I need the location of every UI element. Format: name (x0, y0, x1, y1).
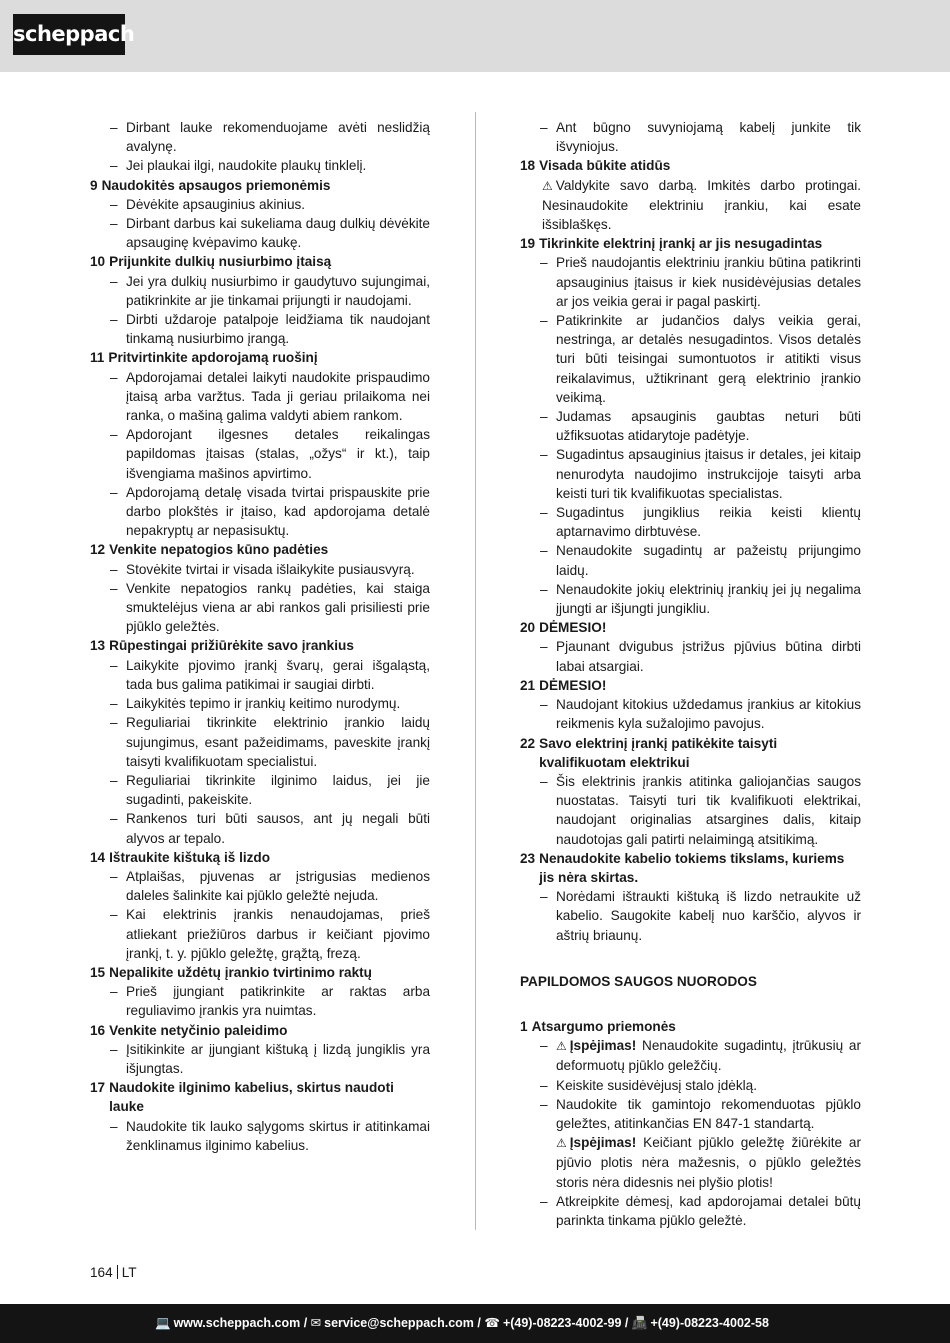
left-column (90, 118, 430, 1155)
item-text: Sugadintus jungiklius reikia keisti klientų aptarnavimo dirbtuvėse. (556, 505, 861, 540)
dash-bullet: – (540, 120, 548, 135)
item-text: Atplaišas, pjuvenas ar įstrigusias medienos daleles šalinkite kai pjūklo geležtė nejuda. (126, 868, 430, 904)
item-text: Judamas apsauginis gaubtas neturi būti užfiksuotas atidarytoje padėtyje. (556, 409, 861, 444)
list-item (520, 1036, 861, 1075)
dash-bullet: – (540, 409, 548, 425)
dash-bullet: – (110, 772, 118, 788)
section-number: 11 (90, 350, 105, 366)
page-separator (117, 1265, 118, 1279)
dash-bullet: – (540, 447, 548, 463)
item-text: Dėvėkite apsauginius akinius. (126, 196, 306, 212)
section-number: 9 (90, 177, 98, 193)
dash-bullet: – (110, 657, 118, 673)
section-heading (520, 734, 861, 772)
list-item (90, 310, 430, 348)
section-number: 22 (520, 735, 536, 751)
dash-bullet: – (110, 427, 118, 443)
list-item (90, 272, 430, 310)
section-number: 23 (520, 850, 536, 866)
section-number: 21 (520, 677, 536, 693)
dash-bullet: – (110, 696, 118, 712)
right-column (520, 118, 861, 1230)
item-text: Apdorojant ilgesnes detales reikalingas papildomas įtaisas (stalas, „ožys“ ir kt.), taip išvengiama mašinos apvirtimo. (126, 427, 430, 481)
section-number: 14 (90, 849, 106, 865)
item-text: Keičiant pjūklo geležtę žiūrėkite ar pjūvio plotis nėra mažesnis, o pjūklo geležtės storis nėra didesnis nei plyšio plotis! (556, 1135, 862, 1190)
list-item (90, 713, 430, 771)
section-title: Nenaudokite kabelio tokiems tikslams, kuriems jis nėra skirtas. (539, 850, 845, 885)
list-item (520, 1095, 861, 1192)
list-item (520, 541, 861, 579)
section-number: 10 (90, 254, 106, 270)
section-number: 16 (90, 1022, 106, 1038)
dash-bullet: – (110, 811, 118, 827)
dash-bullet: – (540, 1193, 548, 1209)
item-text: Apdorojamą detalę visada tvirtai prispauskite prie darbo plokštės ir įtaiso, kad apdorojama detalė nepakryptų ar nepasisuktų. (126, 484, 430, 539)
dash-bullet: – (540, 313, 548, 329)
section-title: Prijunkite dulkių nusiurbimo įtaisą (109, 254, 332, 270)
section-number: 1 (520, 1018, 528, 1034)
dash-bullet: – (540, 255, 548, 271)
item-text: Įsitikinkite ar įjungiant kištuką į lizdą jungiklis yra išjungtas. (126, 1041, 430, 1076)
list-item (520, 887, 861, 945)
phone-icon: ☎ (484, 1316, 500, 1330)
list-item (90, 483, 430, 541)
list-item (90, 118, 430, 156)
column-divider (475, 112, 476, 1230)
section-heading (90, 963, 430, 982)
left-sections (90, 176, 430, 1155)
section-heading (520, 676, 861, 695)
item-text: Keiskite susidėvėjusį stalo įdėklą. (556, 1077, 757, 1093)
section-heading (520, 234, 861, 253)
section-number: 15 (90, 964, 106, 980)
dash-bullet: – (540, 1096, 548, 1112)
list-item (90, 195, 430, 214)
section-title: Pritvirtinkite apdorojamą ruošinį (108, 350, 318, 366)
item-text: Venkite nepatogios rankų padėties, kai staiga smuktelėjus viena ar abi rankos gali prisiliesti prie pjūklo geležtės. (126, 580, 430, 635)
item-text: Reguliariai tikrinkite elektrinio įrankio laidų sujungimus, esant pažeidimams, paveskite įrankį taisyti kvalifikuotam specialistui. (126, 715, 430, 769)
section-title: Naudokitės apsaugos priemonėmis (101, 177, 331, 193)
item-text: Dirbant lauke rekomenduojame avėti neslidžią avalynę. (126, 120, 430, 155)
list-item (90, 809, 430, 847)
section-heading (520, 849, 861, 887)
section-number: 19 (520, 236, 536, 252)
item-text: Patikrinkite ar judančios dalys veikia gerai, nestringa, ar detalės nesugadintos. Visos detalės turi būti teisingai sumontuotos ir atitikti visus reikalavimus, užtikrinant gerą elektrinio įrankio veikimą. (556, 313, 861, 405)
section-heading (90, 1078, 430, 1116)
list-item (520, 695, 861, 733)
list-item (90, 905, 430, 963)
item-text: Kai elektrinis įrankis nenaudojamas, prieš atliekant priežiūros darbus ir keičiant pjovimo įrankį, t. y. pjūklo geležtę, grąžtą, frezą. (126, 907, 430, 961)
section-title: Savo elektrinį įrankį patikėkite taisyti kvalifikuotam elektrikui (539, 735, 778, 770)
list-item (90, 656, 430, 694)
list-item (520, 407, 861, 445)
page-header (0, 0, 950, 72)
item-text: Rankenos turi būti sausos, ant jų negali būti alyvos ar tepalo. (126, 811, 430, 846)
item-text: Ant būgno suvyniojamą kabelį junkite tik išvyniojus. (556, 120, 861, 155)
list-item (520, 637, 861, 675)
dash-bullet: – (540, 1038, 548, 1054)
section-heading (90, 848, 430, 867)
section-title: Venkite netyčinio paleidimo (109, 1022, 288, 1038)
item-text: Apdorojamai detalei laikyti naudokite prispaudimo įtaisą arba varžtus. Tada ji geriau prilaikoma nei ranka, o mašiną galima valdyti abiem rankom. (126, 369, 430, 424)
list-item (520, 1192, 861, 1230)
section-heading (90, 636, 430, 655)
section-title: Tikrinkite elektrinį įrankį ar jis nesugadintas (539, 236, 823, 252)
list-item (520, 580, 861, 618)
dash-bullet: – (110, 484, 118, 500)
scheppach-logo: scheppach (13, 14, 125, 55)
item-text: Nenaudokite sugadintų, įtrūkusių ar deformuotų pjūklo geležčių. (556, 1038, 861, 1074)
section-title: Rūpestingai prižiūrėkite savo įrankius (109, 638, 354, 654)
footer-phone: +(49)-08223-4002-99 / (502, 1316, 629, 1330)
section-title: Visada būkite atidūs (539, 158, 671, 174)
dash-bullet: – (540, 581, 548, 597)
section-title: DĖMESIO! (539, 677, 607, 693)
dash-bullet: – (540, 773, 548, 789)
dash-bullet: – (540, 889, 548, 905)
list-item (90, 867, 430, 905)
dash-bullet: – (110, 120, 118, 135)
item-text: Laikykitės tepimo ir įrankių keitimo nurodymų. (126, 696, 401, 712)
section-title: Ištraukite kištuką iš lizdo (109, 849, 271, 865)
page-number-value: 164 (90, 1265, 113, 1280)
item-text: Pjaunant dvigubus įstrižus pjūvius būtina dirbti labai atsargiai. (556, 639, 861, 674)
list-item (90, 982, 430, 1020)
item-text: Naudojant kitokius uždedamus įrankius ar kitokius reikmenis kyla sužalojimo pavojus. (556, 697, 861, 732)
item-text: Norėdami ištraukti kištuką iš lizdo netraukite už kabelio. Saugokite kabelį nuo karščio, alyvos ir aštrių briaunų. (556, 889, 861, 943)
section-title: DĖMESIO! (539, 620, 607, 636)
list-item (520, 503, 861, 541)
list-item (90, 579, 430, 637)
dash-bullet: – (110, 1118, 118, 1134)
section-heading (90, 1021, 430, 1040)
dash-bullet: – (110, 369, 118, 385)
list-item (520, 118, 861, 156)
dash-bullet: – (540, 639, 548, 655)
computer-icon: 💻 (155, 1316, 171, 1330)
item-text: Jei yra dulkių nusiurbimo ir gaudytuvo sujungimai, patikrinkite ar jie tinkamai prijungti ir naudojami. (126, 273, 430, 308)
page-language: LT (121, 1265, 137, 1280)
warning-icon: ⚠ (556, 1039, 567, 1054)
dash-bullet: – (110, 984, 118, 1000)
section-number: 17 (90, 1080, 106, 1096)
list-item (90, 425, 430, 483)
section-heading (520, 156, 861, 175)
section-number: 12 (90, 542, 106, 558)
list-item (90, 156, 430, 175)
item-text: Prieš įjungiant patikrinkite ar raktas arba reguliavimo įrankis yra nuimtas. (126, 984, 430, 1019)
item-text: Dirbti uždaroje patalpoje leidžiama tik naudojant tinkamą nusiurbimo įrangą. (126, 312, 430, 347)
list-item (520, 311, 861, 407)
dash-bullet: – (540, 697, 548, 713)
item-text: Jei plaukai ilgi, naudokite plaukų tinklelį. (126, 158, 367, 174)
dash-bullet: – (110, 1041, 118, 1057)
list-item (520, 1076, 861, 1095)
section-heading (90, 252, 430, 271)
dash-bullet: – (540, 543, 548, 559)
item-text: Atkreipkite dėmesį, kad apdorojamai detalei būtų parinkta tinkama pjūklo geležtė. (556, 1193, 861, 1228)
section-heading (520, 618, 861, 637)
footer-fax: +(49)-08223-4002-58 (650, 1316, 769, 1330)
list-item (520, 772, 861, 849)
dash-bullet: – (110, 158, 118, 174)
page-number (90, 1265, 137, 1280)
item-text: Nenaudokite sugadintų ar pažeistų prijungimo laidų. (556, 543, 861, 578)
warning-label: Įspėjimas! (569, 1038, 637, 1054)
section-title: Venkite nepatogios kūno padėties (109, 542, 329, 558)
dash-bullet: – (110, 216, 118, 232)
section-heading (90, 176, 430, 195)
item-text: Naudokite tik lauko sąlygoms skirtus ir atitinkamai ženklinamus ilginimo kabelius. (126, 1118, 430, 1153)
item-text: Dirbant darbus kai sukeliama daug dulkių dėvėkite apsauginę kvėpavimo kaukę. (126, 216, 430, 251)
item-text: Naudokite tik gamintojo rekomenduotas pjūklo geležtes, atitinkančias EN 847-1 standartą. (556, 1096, 861, 1131)
section-title: Nepalikite uždėtų įrankio tvirtinimo raktų (109, 964, 372, 980)
section-title: Naudokite ilginimo kabelius, skirtus naudoti lauke (109, 1080, 394, 1115)
dash-bullet: – (110, 580, 118, 596)
warning-label: Įspėjimas! (569, 1135, 637, 1151)
section-heading (520, 1017, 861, 1036)
dash-bullet: – (110, 196, 118, 212)
section-text (520, 176, 861, 235)
extra-safety-heading: PAPILDOMOS SAUGOS NUORODOS (520, 973, 757, 989)
fax-icon: 📠 (631, 1316, 648, 1330)
warning-icon: ⚠ (556, 1136, 567, 1151)
footer-email[interactable]: service@scheppach.com / (324, 1316, 481, 1330)
section-number: 13 (90, 638, 106, 654)
dash-bullet: – (540, 1077, 548, 1093)
list-item (90, 1117, 430, 1155)
dash-bullet: – (110, 715, 118, 731)
right-sections (520, 234, 861, 945)
dash-bullet: – (110, 312, 118, 328)
section-heading (90, 540, 430, 559)
item-text: Reguliariai tikrinkite ilginimo laidus, jei jie sugadinti, pakeiskite. (126, 772, 430, 808)
list-item (520, 445, 861, 503)
list-item (90, 694, 430, 713)
section-title: Atsargumo priemonės (531, 1018, 676, 1034)
dash-bullet: – (110, 561, 118, 577)
list-item (520, 253, 861, 311)
list-item (90, 771, 430, 809)
item-text: Stovėkite tvirtai ir visada išlaikykite pusiausvyrą. (126, 561, 415, 577)
item-text: Prieš naudojantis elektriniu įrankiu būtina patikrinti apsauginius įtaisus ir kiek nusidėvėjusias detales ar jos veikia gerai ir pagal paskirtį. (556, 255, 861, 309)
warning-icon: ⚠ (542, 178, 553, 193)
dash-bullet: – (540, 505, 548, 521)
page-footer (0, 1304, 950, 1343)
dash-bullet: – (110, 868, 118, 884)
list-item (90, 368, 430, 426)
item-text: Šis elektrinis įrankis atitinka galiojančias saugos nuostatas. Taisyti turi tik kvalifikuoti elektrikai, naudojant originalias atsargines dalis, kitaip naudotojas gali patirti nelaimingą atsitikimą. (556, 773, 861, 847)
footer-website[interactable]: www.scheppach.com / (173, 1316, 308, 1330)
list-item (90, 1040, 430, 1078)
list-item (90, 214, 430, 252)
dash-bullet: – (110, 907, 118, 923)
item-text: Valdykite savo darbą. Imkitės darbo protingai. Nesinaudokite elektriniu įrankiu, kai esate išsiblaškęs. (542, 177, 861, 233)
item-text: Nenaudokite jokių elektrinių įrankių jei jų negalima įjungti ar išjungti jungikliu. (556, 581, 861, 617)
item-text: Sugadintus apsauginius įtaisus ir detales, jei kitaip nenurodyta naudojimo instrukcijoje taisyti arba keisti turi tik kvalifikuotas specialistas. (556, 447, 861, 501)
section-number: 18 (520, 158, 536, 174)
dash-bullet: – (110, 273, 118, 289)
item-text: Laikykite pjovimo įrankį švarų, gerai išgaląstą, tada bus galima patikimai ir saugiai dirbti. (126, 657, 430, 692)
list-item (90, 560, 430, 579)
section-number: 20 (520, 620, 536, 636)
mail-icon: ✉ (310, 1316, 322, 1330)
section-heading (90, 348, 430, 367)
